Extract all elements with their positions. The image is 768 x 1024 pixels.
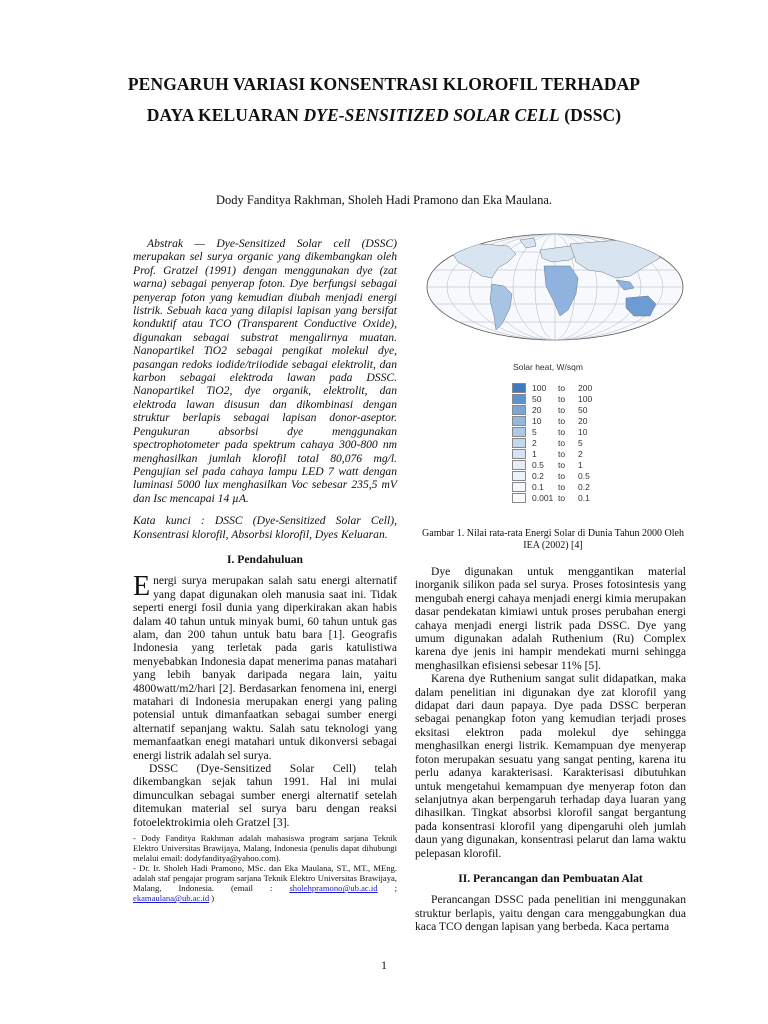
legend-swatch bbox=[512, 416, 526, 426]
footnote-1: - Dody Fanditya Rakhman adalah mahasiswa program sarjana Teknik Elektro Universitas Brawijaya, Malang, Indonesia (penulis dapat dihubungi melalui email: dodyfanditya@yahoo.com). bbox=[133, 833, 397, 864]
legend-to: to bbox=[558, 415, 566, 426]
footnotes bbox=[133, 833, 397, 903]
legend-to: to bbox=[558, 492, 566, 503]
legend-row bbox=[512, 426, 592, 437]
drop-cap: E bbox=[133, 571, 151, 603]
legend-low: 0.2 bbox=[532, 470, 544, 481]
author-list: Dody Fanditya Rakhman, Sholeh Hadi Pramono dan Eka Maulana. bbox=[215, 193, 553, 207]
legend-swatch bbox=[512, 383, 526, 393]
legend-swatch bbox=[512, 493, 526, 503]
legend-low: 0.5 bbox=[532, 459, 544, 470]
legend-high: 2 bbox=[578, 448, 583, 459]
legend-to: to bbox=[558, 382, 566, 393]
legend-row bbox=[512, 437, 592, 448]
keywords: Kata kunci : DSSC (Dye-Sensitized Solar Cell), Konsentrasi klorofil, Absorbsi klorofil, Dyes Keluaran. bbox=[133, 514, 397, 541]
legend-high: 1 bbox=[578, 459, 583, 470]
legend-to: to bbox=[558, 393, 566, 404]
right-paragraph-2: Karena dye Ruthenium sangat sulit didapatkan, maka dalam penelitian ini digunakan dye zat klorofil yang didapat dari daun papaya. Dye pada DSSC berperan sebagai penangkap foton yang kemudian terjadi proses eksitasi elektron pada molekul dye sehingga menghasilkan energi listrik. Kemampuan dye menyerap foton merupakan sesuatu yang sangat penting, karena itu perlu adanya karakterisasi. Karakterisasi dibutuhkan untuk mengetahui kemampuan dye menyerap foton dan selanjutnya akan berpengaruh terhadap daya luaran yang dihasilkan. Tingkat absorbsi klorofil sangat bergantung pada konsentrasi klorofil yang dipengaruhi oleh jumlah daun yang digunakan, konsentrasi pelarut dan lama waktu pelepasan klorofil. bbox=[415, 672, 686, 860]
legend-to: to bbox=[558, 426, 566, 437]
legend-row bbox=[512, 481, 592, 492]
figure-caption: Gambar 1. Nilai rata-rata Energi Solar di Dunia Tahun 2000 Oleh IEA (2002) [4] bbox=[422, 528, 684, 551]
legend-row bbox=[512, 470, 592, 481]
legend-row bbox=[512, 459, 592, 470]
legend-to: to bbox=[558, 481, 566, 492]
legend-low: 50 bbox=[532, 393, 542, 404]
legend-high: 0.5 bbox=[578, 470, 590, 481]
legend-row bbox=[512, 404, 592, 415]
page-number: 1 bbox=[381, 958, 387, 972]
legend-swatch bbox=[512, 405, 526, 415]
legend-high: 20 bbox=[578, 415, 588, 426]
legend-row bbox=[512, 492, 592, 503]
legend-swatch bbox=[512, 460, 526, 470]
legend-low: 20 bbox=[532, 404, 542, 415]
legend-swatch bbox=[512, 471, 526, 481]
legend-to: to bbox=[558, 448, 566, 459]
email-link-2[interactable]: ekamaulana@ub.ac.id bbox=[133, 893, 210, 904]
legend-low: 10 bbox=[532, 415, 542, 426]
legend-low: 5 bbox=[532, 426, 537, 437]
right-paragraph-3: Perancangan DSSC pada penelitian ini menggunakan struktur berlapis, yaitu dengan cara menggabungkan dua kaca TCO dengan lapisan yang berbeda. Kaca pertama bbox=[415, 893, 686, 934]
legend-to: to bbox=[558, 459, 566, 470]
section-1-heading: I. Pendahuluan bbox=[226, 552, 304, 566]
legend-high: 0.2 bbox=[578, 481, 590, 492]
legend-swatch bbox=[512, 482, 526, 492]
section-2-heading: II. Perancangan dan Pembuatan Alat bbox=[458, 871, 643, 885]
legend-high: 200 bbox=[578, 382, 593, 393]
world-map-svg bbox=[420, 232, 690, 362]
legend-swatch bbox=[512, 449, 526, 459]
right-column bbox=[415, 565, 686, 934]
map-legend bbox=[512, 382, 592, 503]
footnote-2: - Dr. Ir. Sholeh Hadi Pramono, MSc. dan Eka Maulana, ST., MT., MEng. adalah staf pengajar program sarjana Teknik Elektro Universitas Brawijaya, Malang, Indonesia. (email : sholehpramono@ub.ac.id ; ekamaulana@ub.ac.id ) bbox=[133, 863, 397, 904]
legend-to: to bbox=[558, 404, 566, 415]
legend-title: Solar heat, W/sqm bbox=[513, 362, 583, 372]
legend-high: 0.1 bbox=[578, 492, 590, 503]
section-1-paragraph-1: Energi surya merupakan salah satu energi alternatif yang dapat digunakan oleh manusia saat ini. Tidak seperti energi fosil dunia yang diperkirakan akan habis dalam 40 tahun untuk minyak bumi, 60 tahun untuk gas alam, dan 200 tahun untuk batu bara [1]. Geografis Indonesia yang terletak pada garis katulistiwa menyebabkan Indonesia dapat menerima panas matahari yang lebih banyak daripada negara lain, yaitu 4800watt/m2/hari [2]. Berdasarkan fenomena ini, energi matahari di Indonesia merupakan energi yang paling potensial untuk dimanfaatkan sebagai sumber energi alternatif sepanjang waktu. Salah satu teknologi yang memanfaatkan enegi matahari untuk dikonversi sebagai energi listrik adalah sel surya. bbox=[133, 571, 397, 762]
legend-high: 100 bbox=[578, 393, 593, 404]
legend-high: 50 bbox=[578, 404, 588, 415]
legend-to: to bbox=[558, 437, 566, 448]
legend-high: 10 bbox=[578, 426, 588, 437]
section-1-paragraph-2: DSSC (Dye-Sensitized Solar Cell) telah dikembangkan sejak tahun 1991. Hal ini mulai dimunculkan sebagai sumber energi alternatif setelah ditemukan material sel surya baru dengan reaksi fotoelektrokimia oleh Gratzel [3]. bbox=[133, 762, 397, 829]
legend-row bbox=[512, 415, 592, 426]
legend-row bbox=[512, 382, 592, 393]
legend-low: 2 bbox=[532, 437, 537, 448]
right-paragraph-1: Dye digunakan untuk menggantikan material inorganik silikon pada sel surya. Proses fotosintesis yang mengubah energi cahaya menjadi energi kimia merupakan dasar pendekatan kimiawi untuk proses perubahan energi cahaya menjadi energi listrik pada DSSC. Dye yang umum digunakan adalah Ruthenium (Ru) Complex karena dye jenis ini hampir mendekati murni sehingga menghasilkan efisiensi sebesar 11% [5]. bbox=[415, 565, 686, 672]
legend-low: 0.001 bbox=[532, 492, 554, 503]
legend-high: 5 bbox=[578, 437, 583, 448]
figure-world-solar-map bbox=[420, 232, 690, 517]
legend-swatch bbox=[512, 427, 526, 437]
paper-title-line2: DAYA KELUARAN DYE-SENSITIZED SOLAR CELL (DSSC) bbox=[146, 105, 622, 125]
paper-title-line1: PENGARUH VARIASI KONSENTRASI KLOROFIL TERHADAP bbox=[127, 74, 641, 94]
legend-to: to bbox=[558, 470, 566, 481]
legend-swatch bbox=[512, 438, 526, 448]
abstract: Abstrak — Dye-Sensitized Solar cell (DSSC) merupakan sel surya organic yang dikembangkan oleh Prof. Gratzel (1991) dengan menggunakan dye (zat warna) sebagai penyerap foton. Dye berfungsi sebagai penyerap foton yang kemudian diubah menjadi energi listrik. Sebuah kaca yang dilapisi lapisan yang bersifat konduktif atau TCO (Transparent Conductive Oxide), digunakan sebagai substrat mengalirnya muatan. Nanopartikel TiO2 sebagai pengikat molekul dye, pasangan redoks iodide/triiodide sebagai elektrolit, dan karbon sebagai elektroda lawan pada DSSC. Nanopartikel TiO2, dye organik, elektrolit, dan elektroda lawan disusun dan dikombinasi dengan struktur berlapis sebagai lapisan donor-aseptor. Pengukuran absorbsi dye menggunakan spectrophotometer pada spektrum cahaya 300-800 nm menghasilkan jumlah klorofil total 80,076 mg/l. Pengujian sel pada cahaya lampu LED 7 watt dengan luminasi 5000 lux menghasilkan Voc sebesar 235,5 mV dan Isc mencapai 14 µA. bbox=[133, 237, 397, 505]
legend-swatch bbox=[512, 394, 526, 404]
left-column bbox=[133, 237, 397, 903]
email-link-1[interactable]: sholehpramono@ub.ac.id bbox=[289, 883, 378, 894]
legend-low: 100 bbox=[532, 382, 547, 393]
legend-low: 0.1 bbox=[532, 481, 544, 492]
legend-low: 1 bbox=[532, 448, 537, 459]
legend-row bbox=[512, 393, 592, 404]
legend-row bbox=[512, 448, 592, 459]
